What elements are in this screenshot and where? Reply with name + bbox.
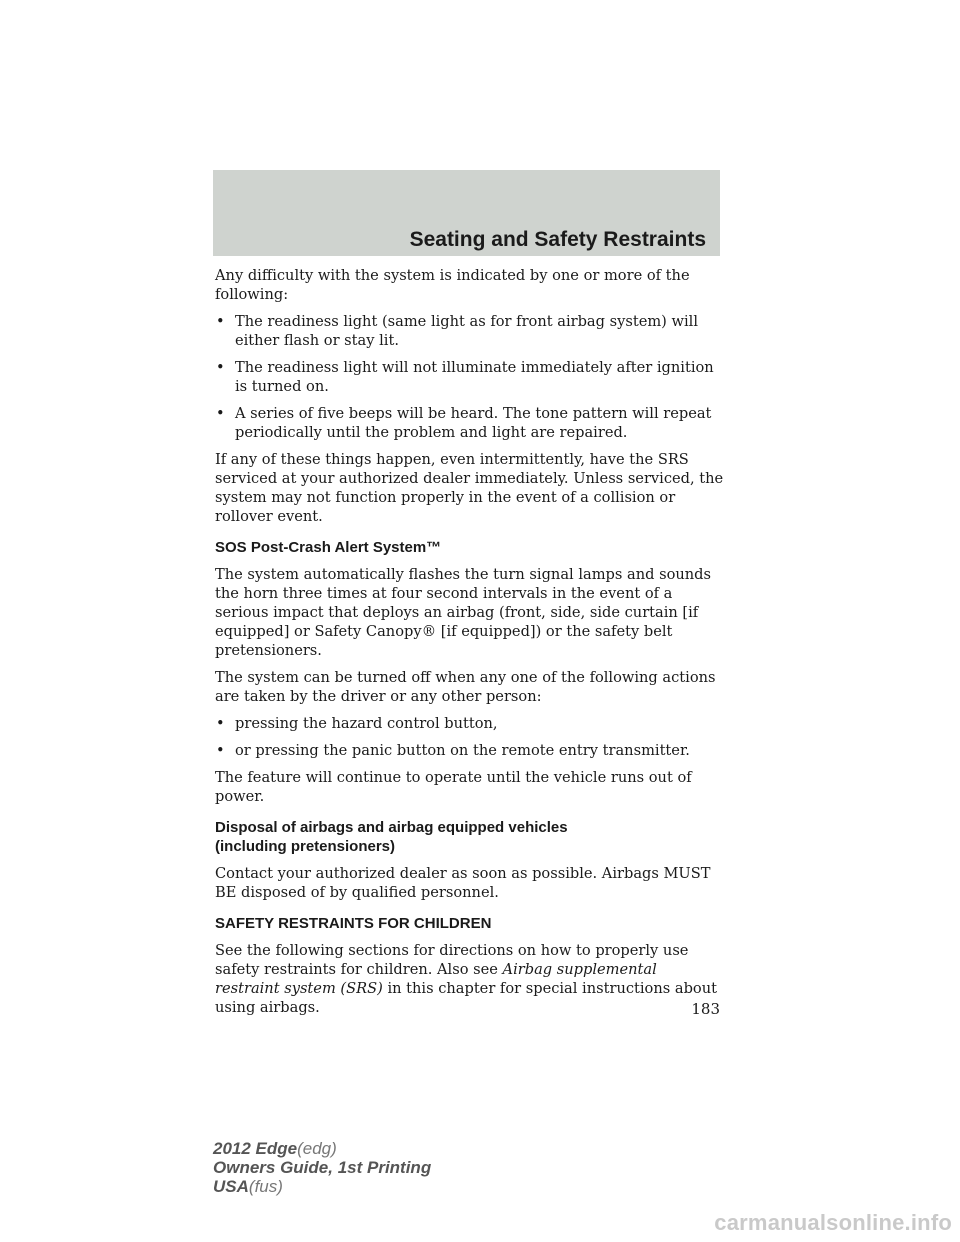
list-item	[215, 404, 725, 442]
turn-off-list	[215, 714, 725, 760]
footer-model: 2012 Edge	[213, 1139, 298, 1158]
bullet-icon: •	[216, 742, 225, 759]
disposal-heading	[215, 818, 725, 856]
sos-heading: SOS Post-Crash Alert System™	[215, 539, 442, 556]
sos-paragraph: The system automatically flashes the turn signal lamps and sounds the horn three times at four second intervals in the event of a serious impact that deploys an airbag (front, side, side curtain [if equipped] or Safety Canopy® [if equipped]) or the safety belt pretensioners.	[215, 566, 711, 659]
list-item	[215, 358, 725, 396]
children-paragraph	[215, 941, 725, 1017]
disposal-heading-line2: (including pretensioners)	[215, 838, 396, 855]
footer-guide: Owners Guide, 1st Printing	[213, 1158, 432, 1177]
list-item-text: pressing the hazard control button,	[235, 715, 498, 732]
footer-market-code: (fus)	[248, 1177, 283, 1196]
list-item-text: The readiness light will not illuminate immediately after ignition is turned on.	[235, 359, 714, 395]
footer-market: USA	[213, 1177, 249, 1196]
page-number: 183	[691, 1000, 720, 1018]
section-header-band	[213, 170, 720, 256]
continue-paragraph: The feature will continue to operate until the vehicle runs out of power.	[215, 769, 692, 805]
list-item-text: or pressing the panic button on the remote entry transmitter.	[235, 742, 690, 759]
bullet-icon: •	[216, 405, 225, 422]
srs-reference-link[interactable]: Airbag supplemental restraint system (SRS)	[215, 961, 657, 997]
disposal-heading-line1: Disposal of airbags and airbag equipped vehicles	[215, 819, 568, 836]
children-text-after: in this chapter for special instructions about using airbags.	[215, 980, 717, 1016]
list-item-text: The readiness light (same light as for front airbag system) will either flash or stay lit.	[235, 313, 698, 349]
watermark: carmanualsonline.info	[714, 1210, 952, 1235]
footer-model-code: (edg)	[297, 1139, 337, 1158]
list-item	[215, 714, 725, 733]
list-item	[215, 741, 725, 760]
bullet-icon: •	[216, 715, 225, 732]
intro-paragraph: Any difficulty with the system is indicated by one or more of the following:	[215, 267, 690, 303]
footer-market-line	[213, 1177, 431, 1196]
page-content	[215, 266, 725, 1025]
service-paragraph: If any of these things happen, even intermittently, have the SRS serviced at your authorized dealer immediately. Unless serviced, the system may not function properly in the event of a collision or rollover event.	[215, 451, 724, 525]
section-title: Seating and Safety Restraints	[409, 228, 706, 251]
children-text-before: See the following sections for directions on how to properly use safety restraints for children. Also see	[215, 942, 689, 978]
disposal-paragraph: Contact your authorized dealer as soon as possible. Airbags MUST BE disposed of by qualified personnel.	[215, 865, 711, 901]
children-heading: SAFETY RESTRAINTS FOR CHILDREN	[215, 915, 492, 932]
bullet-icon: •	[216, 313, 225, 330]
footer	[213, 1139, 431, 1196]
turn-off-paragraph: The system can be turned off when any one of the following actions are taken by the driver or any other person:	[215, 669, 716, 705]
list-item	[215, 312, 725, 350]
list-item-text: A series of five beeps will be heard. The tone pattern will repeat periodically until the problem and light are repaired.	[235, 405, 712, 441]
bullet-icon: •	[216, 359, 225, 376]
footer-model-line	[213, 1139, 431, 1158]
difficulty-list	[215, 312, 725, 442]
